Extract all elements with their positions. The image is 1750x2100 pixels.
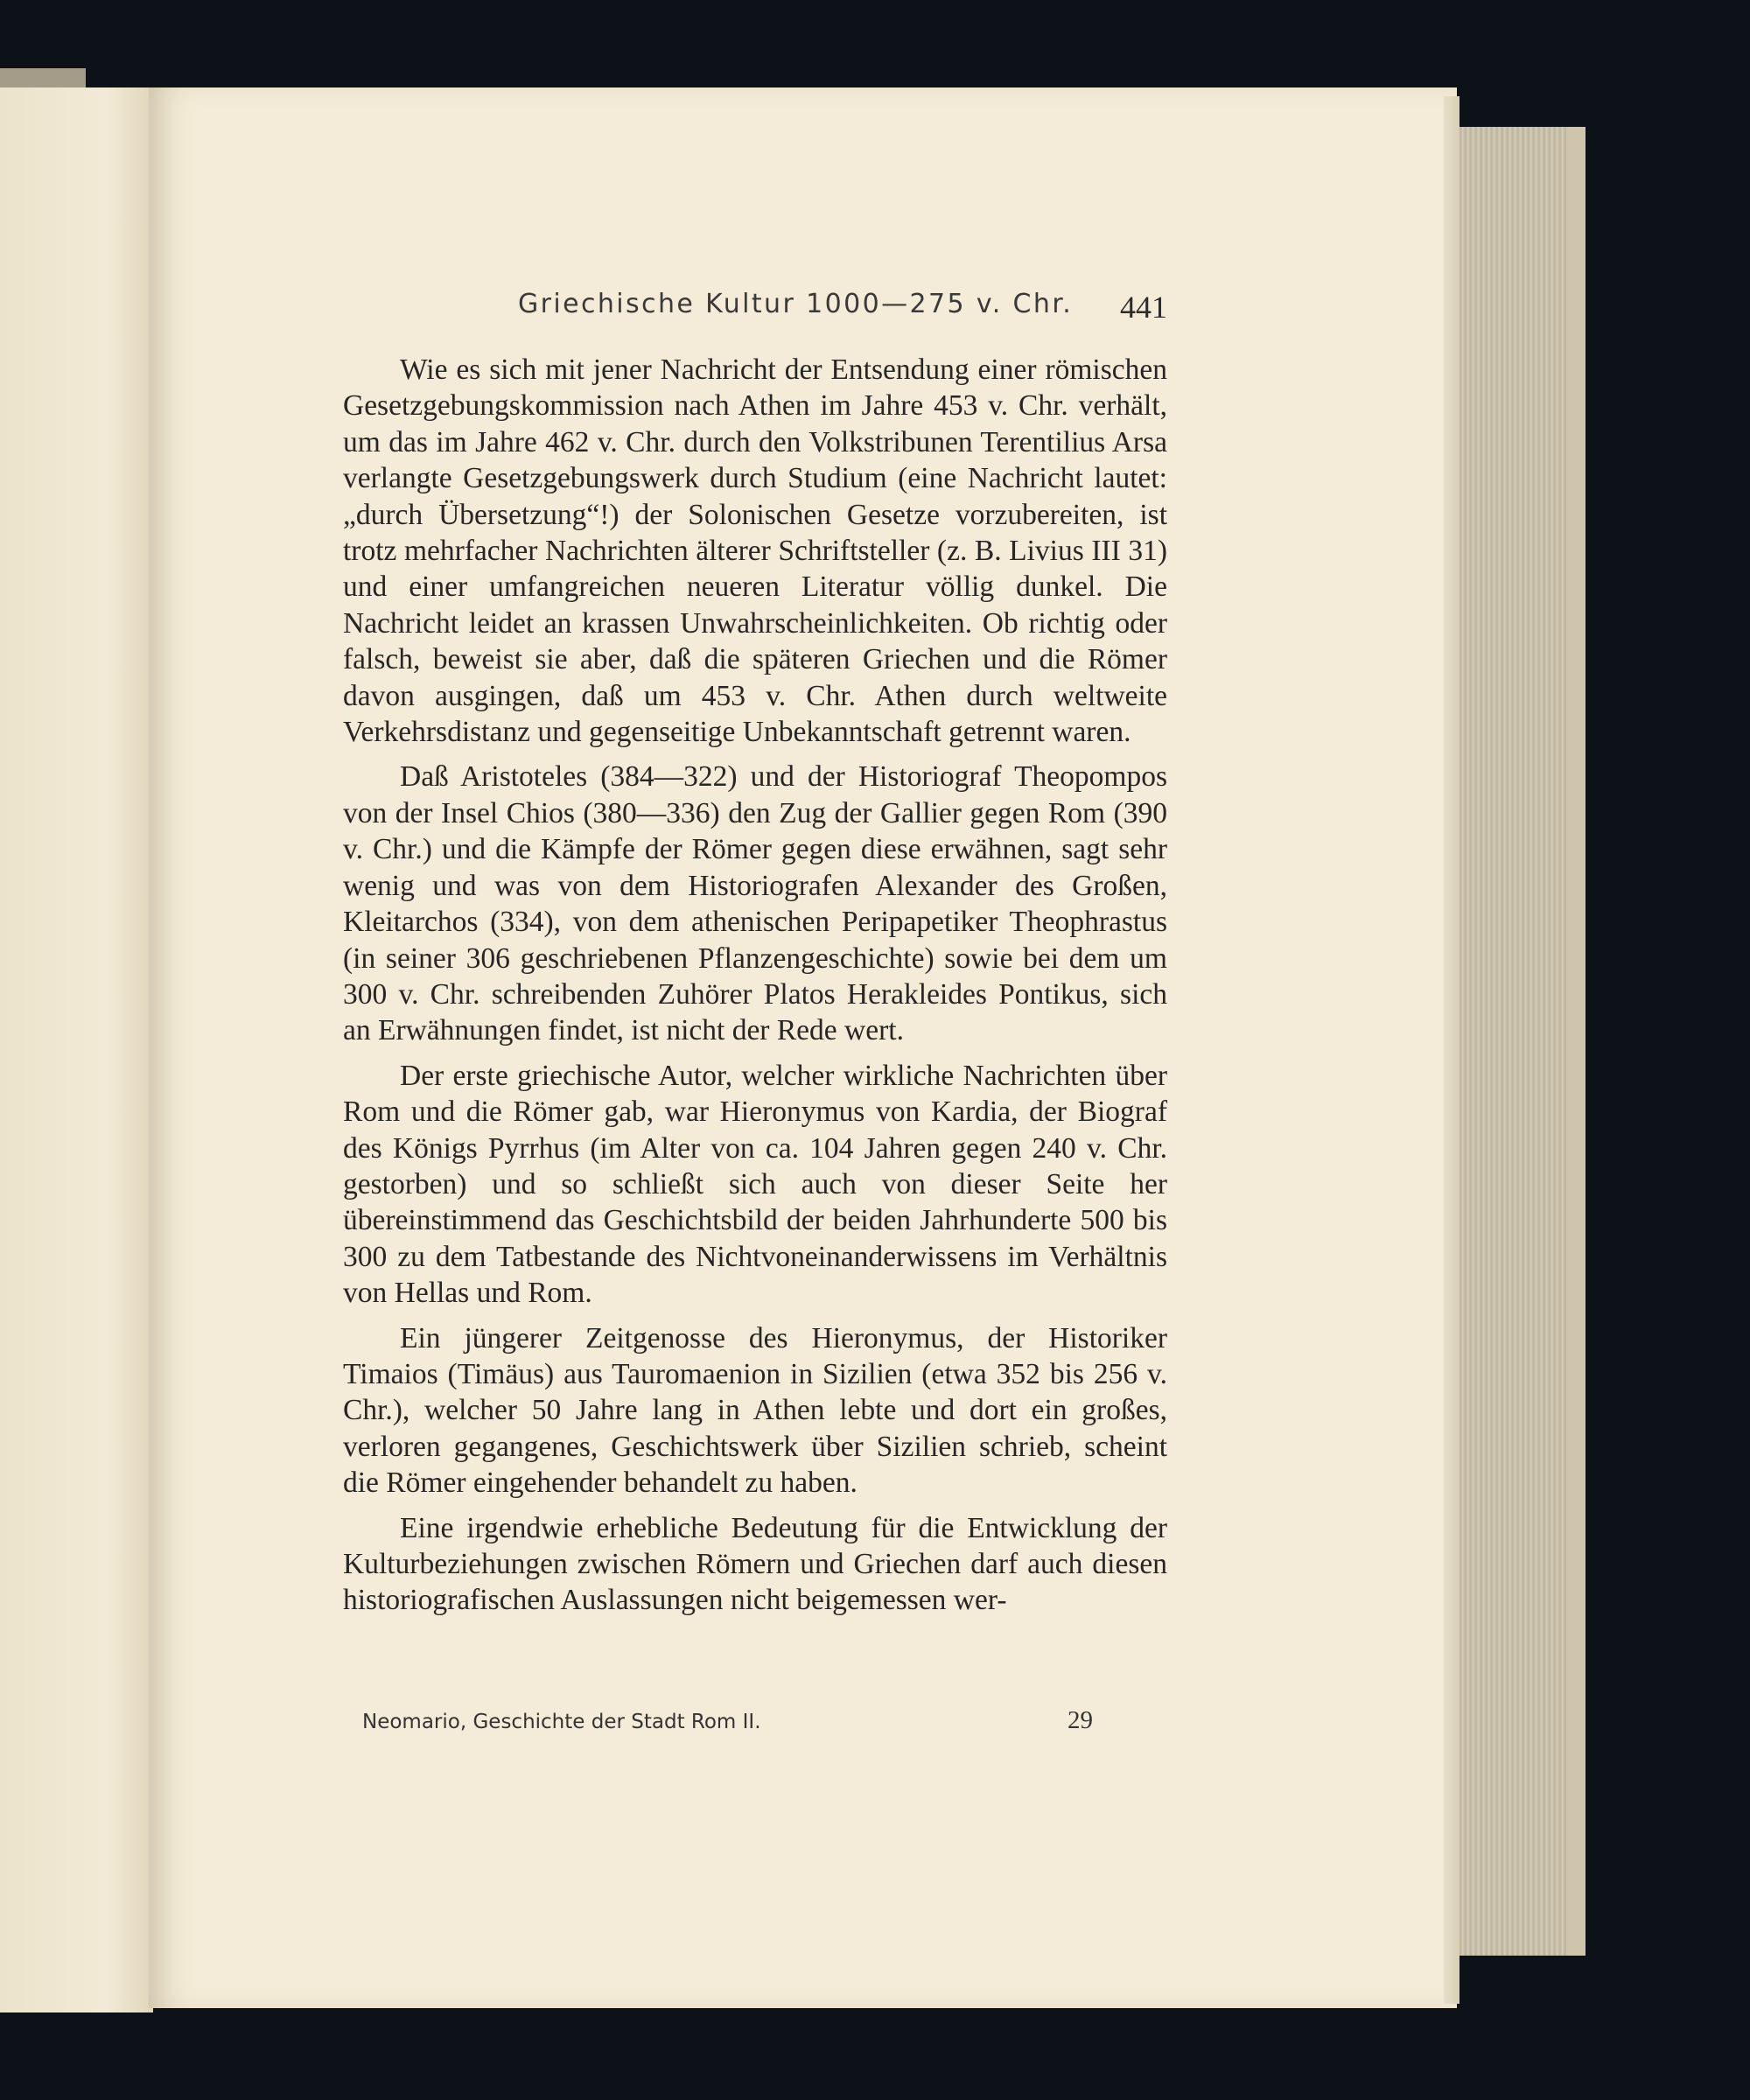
previous-page — [0, 88, 153, 2012]
paragraph: Ein jüngerer Zeitgenosse des Hieronymus, der Historiker Timaios (Timäus) aus Tauromaenion in Sizilien (etwa 352 bis 256 v. Chr.), welcher 50 Jahre lang in Athen lebte und dort ein großes, verloren gegangenes, Geschichtswerk über Sizilien schrieb, scheint die Römer eingehender behandelt zu haben. — [343, 1321, 1167, 1500]
running-title: Griechische Kultur 1000—275 v. Chr. — [518, 289, 1074, 319]
paragraph: Der erste griechische Autor, welcher wirkliche Nachrichten über Rom und die Römer gab, war Hieronymus von Kardia, der Biograf des Königs Pyrrhus (im Alter von ca. 104 Jahren gegen 240 v. Chr. gestorben) und so schließt sich auch von dieser Seite her übereinstimmend das Geschichtsbild der beiden Jahrhunderte 500 bis 300 zu dem Tatbestande des Nichtvoneinanderwissens im Verhältnis von Hellas und Rom. — [343, 1059, 1167, 1310]
page-edge-shadow — [1444, 96, 1460, 2004]
page-number: 441 — [1120, 290, 1167, 325]
body-text — [343, 352, 1167, 1628]
book-cover-edge — [1566, 127, 1586, 1956]
paragraph: Eine irgendwie erhebliche Bedeutung für die Entwicklung der Kulturbeziehungen zwischen Römern und Griechen darf auch diesen historiografischen Auslassungen nicht beigemessen wer- — [343, 1511, 1167, 1617]
paragraph: Daß Aristoteles (384—322) und der Historiograf Theopompos von der Insel Chios (380—336) den Zug der Gallier gegen Rom (390 v. Chr.) und die Kämpfe der Römer gegen diese erwähnen, sagt sehr wenig und was von dem Historiografen Alexander des Großen, Kleitarchos (334), von dem athenischen Peripapetiker Theophrastus (in seiner 306 geschriebenen Pflanzengeschichte) sowie bei dem um 300 v. Chr. schreibenden Zuhörer Platos Herakleides Pontikus, sich an Erwähnungen findet, ist nicht der Rede wert. — [343, 760, 1167, 1047]
footer-signature: Neomario, Geschichte der Stadt Rom II. — [362, 1711, 761, 1733]
sheet-number: 29 — [1068, 1706, 1093, 1734]
paragraph: Wie es sich mit jener Nachricht der Entsendung einer römischen Gesetzgebungskommission nach Athen im Jahre 453 v. Chr. verhält, um das im Jahre 462 v. Chr. durch den Volkstribunen Terentilius Arsa verlangte Gesetzgebungswerk durch Studium (eine Nachricht lautet: „durch Übersetzung“!) der Solonischen Gesetze vorzubereiten, ist trotz mehrfacher Nachrichten älterer Schriftsteller (z. B. Livius III 31) und einer umfangreichen neueren Literatur völlig dunkel. Die Nachricht leidet an krassen Unwahrscheinlichkeiten. Ob richtig oder falsch, beweist sie aber, daß die späteren Griechen und die Römer davon ausgingen, daß um 453 v. Chr. Athen durch weltweite Verkehrsdistanz und gegenseitige Unbekanntschaft getrennt waren. — [343, 354, 1167, 749]
previous-page-edge — [0, 68, 86, 88]
book-page-block — [1452, 127, 1584, 1956]
